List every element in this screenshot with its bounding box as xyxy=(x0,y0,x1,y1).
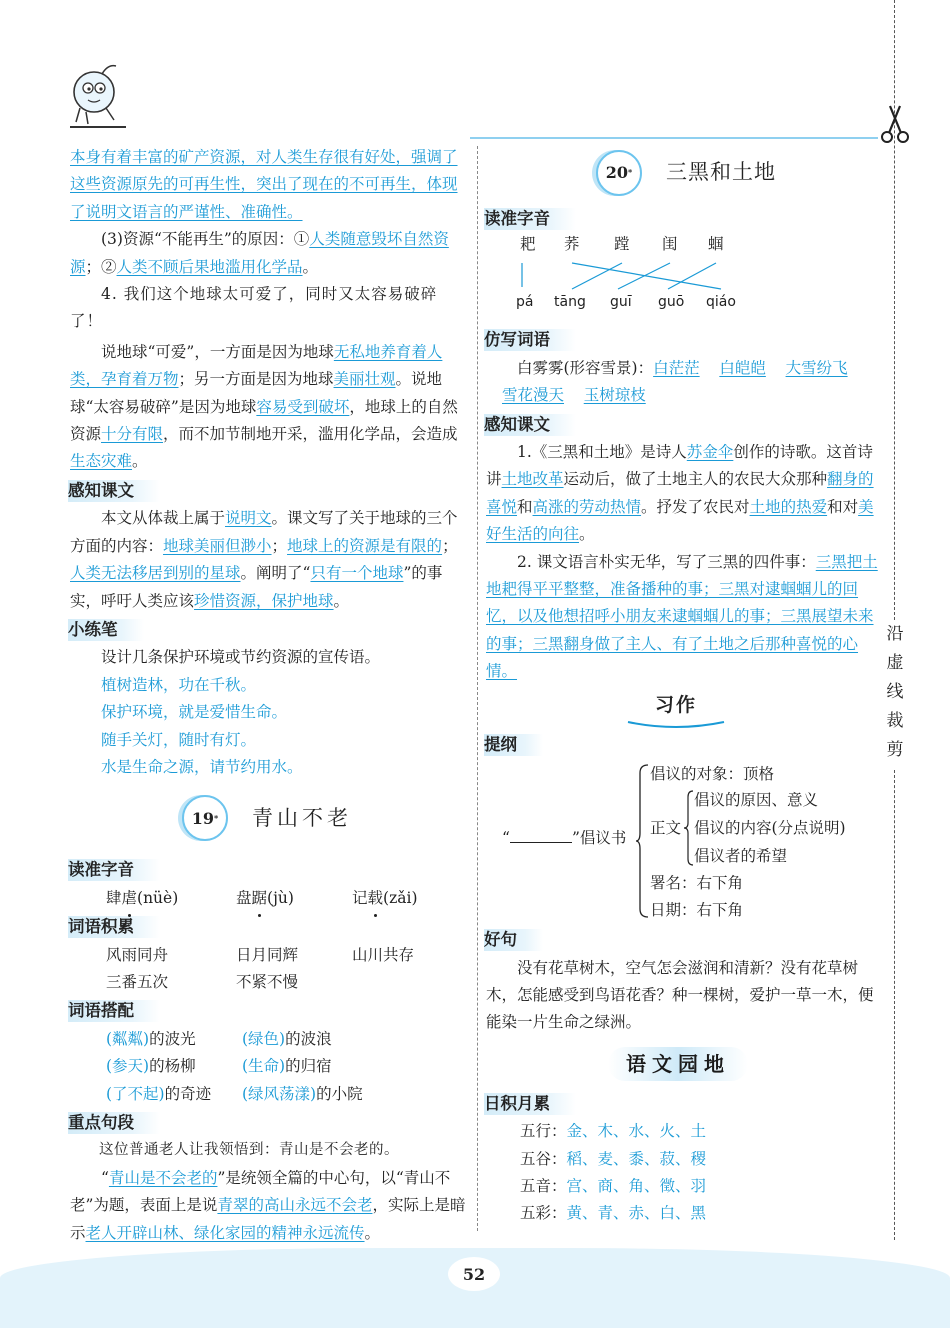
vocab-word: 山川共存 xyxy=(352,945,415,964)
outline-body: 正文 xyxy=(650,819,682,838)
lesson-20-title: 三黑和土地 xyxy=(666,160,776,185)
section-daily: 日积月累 xyxy=(484,1093,576,1115)
header-rule xyxy=(70,126,126,128)
imit-word: 白皑皑 xyxy=(719,358,766,377)
daily-item: 五谷：稻、麦、黍、菽、稷 xyxy=(520,1149,707,1168)
pron-item: 记载(zǎi) xyxy=(352,885,418,912)
colloc-item: (参天)的杨柳 xyxy=(106,1057,196,1076)
section-outline: 提纲 xyxy=(484,734,543,756)
section-practice: 小练笔 xyxy=(68,619,144,641)
cut-dashed-line xyxy=(894,0,895,620)
imit-word: 白茫茫 xyxy=(653,358,700,377)
vocab-word: 风雨同舟 xyxy=(106,945,169,964)
outline-body-item: 倡议的原因、意义 xyxy=(694,791,819,810)
match-char: 蝈 xyxy=(708,235,724,254)
lesson-20-heading xyxy=(596,150,776,196)
daily-item: 五音：宫、商、角、徵、羽 xyxy=(520,1176,707,1195)
daily-item: 五彩：黄、青、赤、白、黑 xyxy=(520,1204,707,1223)
slogan: 水是生命之源，请节约用水。 xyxy=(101,757,303,776)
match-pinyin: guī xyxy=(610,294,632,311)
section-understand-20: 感知课文 xyxy=(484,414,576,436)
char-pinyin-matching xyxy=(486,233,880,325)
left-column: 本身有着丰富的矿产资源，对人类生存很有好处，强调了这些资源原先的可再生性，突出了现在的不可再生，体现了说明文语言的严谨性、准确性。 (3)资源“不能再生”的原因：①人类随意毁坏自然资源；②人类不顾后果地滥用化学品。 4. 我们这个地球太可爱了，同时又太容易破碎了！ 说地球“可爱”，一方面是因为地球无私地养育着人类，孕育着万物；另一方面是因为地球美丽壮观。说地球“太容易破碎”是因为地球容易受到破坏，地球上的自然资源十分有限，而不加节制地开采，滥用化学品，会造成生态灾难。 感知课文 本文从体裁上属于说明文。课文写了关于地球的三个方面的内容：地球美丽但渺小；地球上的资源是有限的；人类无法移居到别的星球。阐明了“只有一个地球”的事实，呼吁人类应该珍惜资源，保护地球。 小练笔 设计几条保护环境或节约资源的宣传语。 植树造林，功在千秋。 保护环境，就是爱惜生命。 随手关灯，随时有灯。 水是生命之源，请节约用水。 19 * 青山不老 读准字音 肆虐(nüè) 盘踞(jù) 记载(zǎi) 词语积累 风雨同舟 日月同辉 山川共存 三番五次 不紧不慢 词语搭配 (粼粼)的波光 (绿色)的波浪 (参天)的杨柳 (生命)的归宿 (了不起)的奇迹 (绿风荡漾)的小院 重点句段 这位普通老人让我领悟到：青山是不会老的。 “青山是不会老的”是统领全篇的中心句，以“青山不老”为题，表面上是说青翠的高山永远不会老，实际上是暗示老人开辟山林、绿化家园的精神永远流传。 xyxy=(70,144,468,1247)
lesson-20-badge: 20 * xyxy=(596,150,642,196)
item-4: 4. 我们这个地球太可爱了，同时又太容易破碎了！ xyxy=(70,285,438,331)
section-collocation: 词语搭配 xyxy=(68,1000,160,1022)
section-key-sentences: 重点句段 xyxy=(68,1112,160,1134)
slogan: 植树造林，功在千秋。 xyxy=(101,675,257,694)
outline-root: “ ”倡议书 xyxy=(502,829,627,848)
pron-item: 盘踞(jù) xyxy=(236,885,352,912)
garden-banner: 语文园地 xyxy=(608,1047,748,1081)
book-icon xyxy=(626,720,726,730)
outline-date: 日期：右下角 xyxy=(650,901,744,920)
colloc-item: (生命)的归宿 xyxy=(242,1057,332,1076)
bomb-mascot-icon xyxy=(66,58,130,128)
section-understand: 感知课文 xyxy=(68,480,160,502)
outline-body-item: 倡议的内容(分点说明) xyxy=(694,819,846,838)
key-quote: 这位普通老人让我领悟到：青山是不会老的。 xyxy=(99,1142,399,1159)
match-pinyin: pá xyxy=(516,294,534,311)
composition-banner: 习作 xyxy=(626,692,726,730)
page-number: 52 xyxy=(462,1264,486,1284)
match-char: 荞 xyxy=(564,235,580,254)
outline-body-item: 倡议者的希望 xyxy=(694,847,788,866)
daily-item: 五行：金、木、水、火、土 xyxy=(520,1122,707,1141)
imit-word: 大雪纷飞 xyxy=(785,358,848,377)
outline-object: 倡议的对象：顶格 xyxy=(650,765,775,784)
section-pronunciation-20: 读准字音 xyxy=(484,208,576,230)
colloc-item: (了不起)的奇迹 xyxy=(106,1084,212,1103)
practice-prompt: 设计几条保护环境或节约资源的宣传语。 xyxy=(101,648,381,667)
outline-brace-body xyxy=(684,789,694,867)
colloc-item: (粼粼)的波光 xyxy=(106,1029,196,1048)
match-char: 闺 xyxy=(662,235,678,254)
section-pronunciation: 读准字音 xyxy=(68,859,160,881)
slogan: 随手关灯，随时有灯。 xyxy=(101,730,257,749)
match-char: 耙 xyxy=(520,235,536,254)
match-pinyin: qiáo xyxy=(706,294,736,311)
pron-item: 肆虐(nüè) xyxy=(106,885,236,912)
header-rule-blue xyxy=(470,137,878,139)
section-vocab: 词语积累 xyxy=(68,916,160,938)
lesson-19-badge: 19 * xyxy=(182,795,228,841)
imit-word: 雪花漫天 xyxy=(502,386,565,405)
column-divider xyxy=(477,146,478,1231)
outline-brace xyxy=(636,763,650,919)
section-good-sentence: 好句 xyxy=(484,929,543,951)
match-pinyin: guō xyxy=(658,294,685,311)
lesson-19-heading xyxy=(182,795,352,841)
cut-dashed-line-lower xyxy=(894,770,895,1240)
vocab-word: 日月同辉 xyxy=(236,945,299,964)
right-column: 20 * 三黑和土地 读准字音 耙 荞 蹚 闺 蝈 pá tāng guī guō qiáo 仿写词语 白雾雾(形容雪景)：白茫茫 白皑皑 大雪纷飞 雪花漫天 玉树琼枝 感知课文 1.《三黑和土地》是诗人苏金伞创作的诗歌。这首诗讲土地改革运动后，做了土地主人的农民大众那种翻身的喜悦和高涨的劳动热情。抒发了农民对土地的热爱和对美好生活的向往。 2. 课文语言朴实无华，写了三黑的四件事：三黑把土地耙得平平整整，准备播种的事；三黑对逮蝈蝈儿的回忆，以及他想招呼小朋友来逮蝈蝈儿的事；三黑展望未来的事；三黑翻身做了主人、有了土地之后那种喜悦的心情。 习作 提纲 “ ”倡议书 倡议的对象：顶格 正文 倡议的原因、意义 倡议的内容(分点说明) 倡议者的希望 署名：右下角 日期：右下角 好句 没有花草树木，空气怎会滋润和清新？没有花草树木，怎能感受到鸟语花香？种一棵树，爱护一草一木，便能染一片生命之绿洲。 语文园地 日积月累 五行：金、木、水、火、土 五谷：稻、麦、黍、菽、稷 五音：宫、商、角、徵、羽 五彩：黄、青、赤、白、黑 xyxy=(486,148,880,1228)
outline-tree xyxy=(486,759,880,925)
colloc-item: (绿风荡漾)的小院 xyxy=(242,1084,363,1103)
vocab-word: 三番五次 xyxy=(106,972,169,991)
intro-answer: 本身有着丰富的矿产资源，对人类生存很有好处，强调了这些资源原先的可再生性，突出了现在的不可再生，体现了说明文语言的严谨性、准确性。 xyxy=(70,148,458,221)
colloc-item: (绿色)的波浪 xyxy=(242,1029,332,1048)
imit-word: 玉树琼枝 xyxy=(583,386,646,405)
slogan: 保护环境，就是爱惜生命。 xyxy=(101,703,288,722)
good-sentence: 没有花草树木，空气怎会滋润和清新？没有花草树木，怎能感受到鸟语花香？种一棵树，爱护一草一木，便能染一片生命之绿洲。 xyxy=(486,958,874,1032)
match-char: 蹚 xyxy=(614,235,630,254)
cut-label: 沿虚线裁剪 xyxy=(886,624,904,760)
lesson-19-title: 青山不老 xyxy=(252,805,352,830)
match-pinyin: tāng xyxy=(554,294,586,311)
scissors-icon xyxy=(878,104,912,144)
outline-sign: 署名：右下角 xyxy=(650,874,744,893)
section-imitate: 仿写词语 xyxy=(484,329,576,351)
vocab-word: 不紧不慢 xyxy=(236,972,299,991)
page-number-badge xyxy=(448,1257,500,1291)
